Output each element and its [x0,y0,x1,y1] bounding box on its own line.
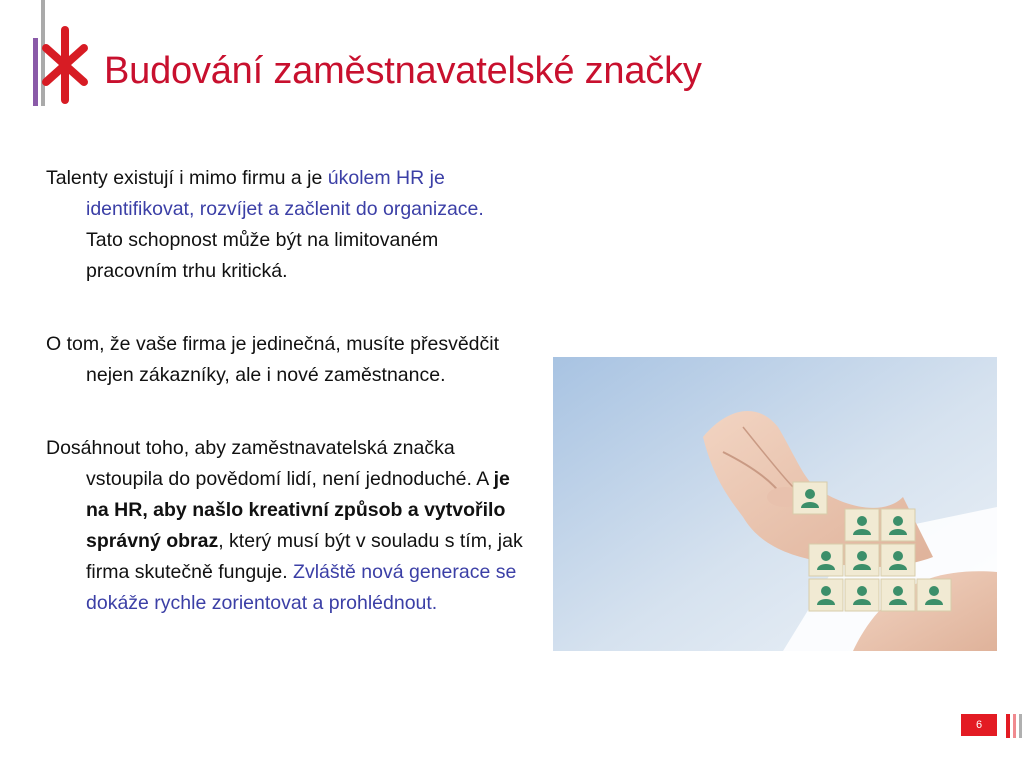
p1-highlight: úkolem HR je identifikovat, rozvíjet a začlenit do organizace. [86,167,484,220]
paragraph-1 [46,163,524,287]
text-content [46,163,524,661]
photo-hand-cubes [553,357,997,651]
footer-bars-icon [1004,714,1024,738]
p1-text-c: Tato schopnost může být na limitovaném pracovním trhu kritická. [86,229,439,282]
paragraph-2 [46,329,524,391]
logo-icon [0,0,100,110]
page-title: Budování zaměstnavatelské značky [104,50,702,92]
footer-decoration [1004,714,1024,738]
p3-highlight: Zvláště nová generace se dokáže rychle zorientovat a prohlédnout. [86,561,517,614]
p3-text-c: , který musí být v souladu s tím, jak firma skutečně funguje. [86,530,523,583]
logo [0,0,100,110]
p1-text-a: Talenty existují i mimo firmu a je [46,167,328,189]
p3-text-a: Dosáhnout toho, aby zaměstnavatelská značka vstoupila do povědomí lidí, není jednoduché. A [46,437,494,490]
hand-cubes-image [553,357,997,651]
p2-text: O tom, že vaše firma je jedinečná, musíte přesvědčit nejen zákazníky, ale i nové zaměstnance. [46,333,500,386]
page-number: 6 [961,714,997,736]
p3-bold: je na HR, aby našlo kreativní způsob a vytvořilo správný obraz [86,468,510,552]
paragraph-3 [46,433,524,619]
